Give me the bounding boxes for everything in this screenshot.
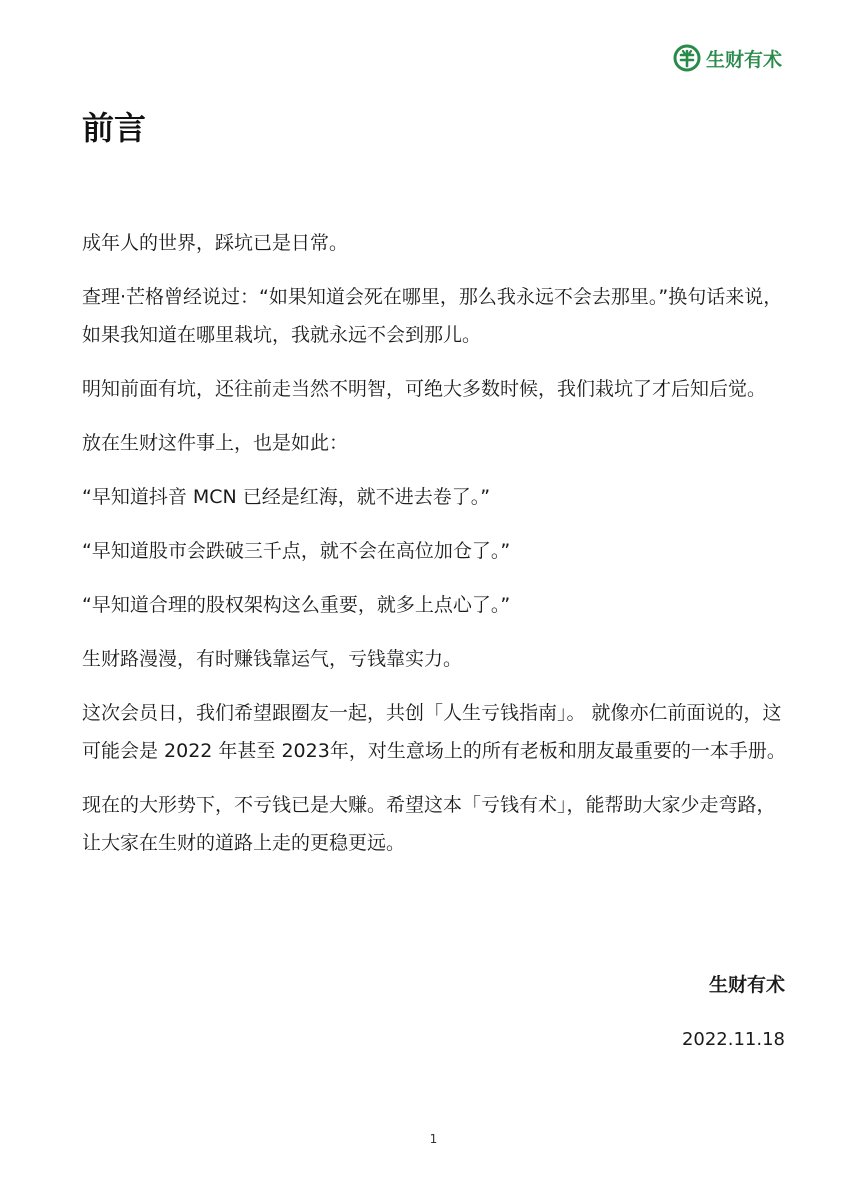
page-number: 1 [429, 1132, 438, 1146]
brand-logo [673, 44, 782, 72]
quote-paragraph: “早知道合理的股权架构这么重要，就多上点心了。” [82, 594, 511, 616]
page-title: 前言 [82, 109, 147, 147]
paragraph: 现在的大形势下，不亏钱已是大赚。希望这本「亏钱有术」，能帮助大家少走弯路，让大家在生财的道路上走的更稳更远。 [82, 794, 776, 854]
quote-paragraph: “早知道股市会跌破三千点，就不会在高位加仓了。” [82, 540, 511, 562]
shengcai-logo-icon [673, 44, 701, 72]
logo-text: 生财有术 [706, 48, 783, 71]
signature: 生财有术 [708, 974, 785, 996]
paragraph: 这次会员日，我们希望跟圈友一起，共创「人生亏钱指南」。 就像亦仁前面说的，这可能会是 2022 年甚至 2023年，对生意场上的所有老板和朋友最重要的一本手册。 [82, 702, 786, 762]
date: 2022.11.18 [681, 1029, 785, 1050]
paragraph: 查理·芒格曾经说过：“如果知道会死在哪里，那么我永远不会去那里。”换句话来说，如果我知道在哪里栽坑，我就永远不会到那儿。 [82, 286, 783, 346]
paragraph: 成年人的世界，踩坑已是日常。 [82, 232, 349, 254]
paragraph: 放在生财这件事上，也是如此： [82, 432, 349, 454]
paragraph: 生财路漫漫，有时赚钱靠运气，亏钱靠实力。 [82, 648, 463, 670]
body-text [82, 224, 794, 878]
paragraph: 明知前面有坑，还往前走当然不明智，可绝大多数时候，我们栽坑了才后知后觉。 [82, 378, 767, 400]
quote-paragraph: “早知道抖音 MCN 已经是红海，就不进去卷了。” [82, 486, 491, 508]
